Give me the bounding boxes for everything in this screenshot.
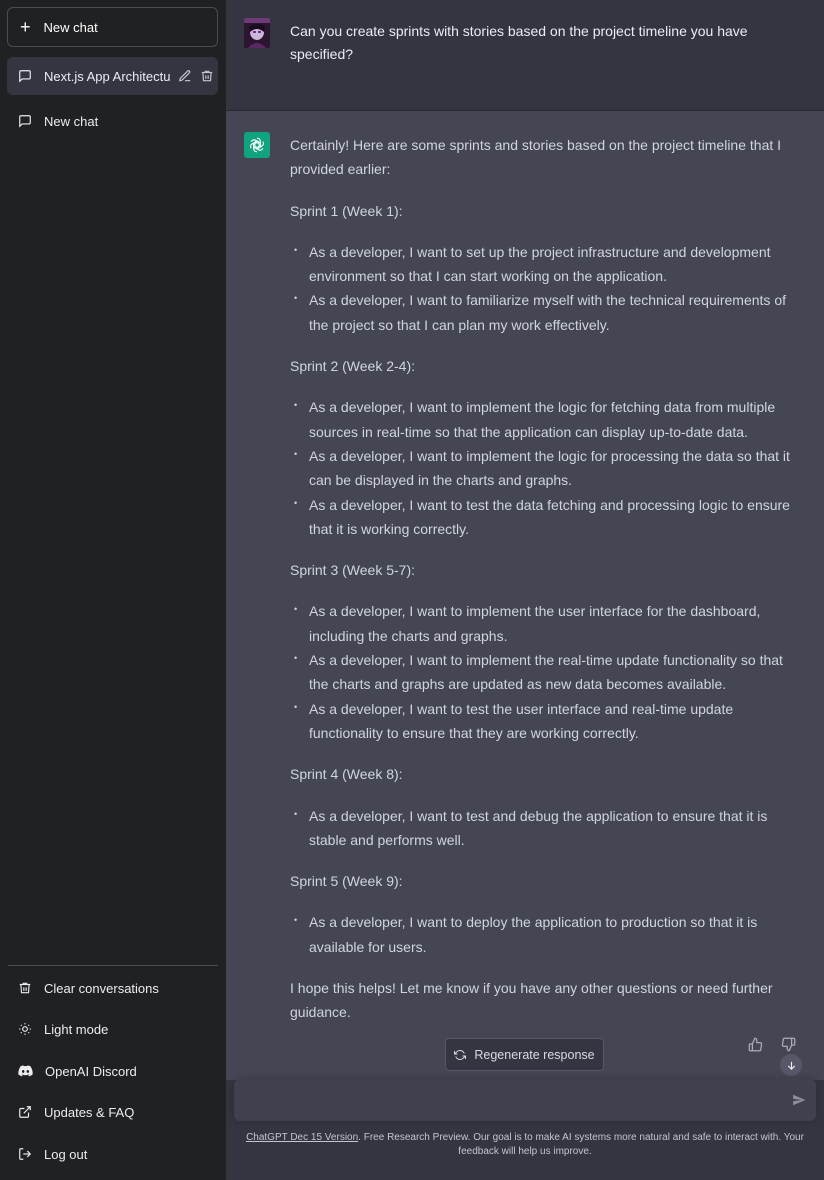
story-list [290, 599, 805, 745]
chat-bubble-icon [18, 114, 32, 128]
story-item: • As a developer, I want to implement the user interface for the dashboard, including the charts and graphs. [290, 599, 805, 648]
logout-icon [18, 1147, 32, 1161]
sidebar-chat-item-active[interactable] [7, 57, 218, 95]
feedback-buttons [748, 1037, 796, 1052]
message-input-container [234, 1079, 816, 1121]
story-list [290, 240, 805, 337]
story-item: • As a developer, I want to test the user interface and real-time update functionality to ensure that they are working correctly. [290, 697, 805, 746]
discord-icon [18, 1065, 33, 1077]
answer-outro: I hope this helps! Let me know if you have any other questions or need further guidance. [290, 980, 773, 1021]
sidebar-chat-item[interactable] [7, 102, 218, 140]
openai-discord-label: OpenAI Discord [45, 1063, 137, 1079]
light-mode-label: Light mode [44, 1021, 109, 1037]
log-out-button[interactable] [7, 1134, 218, 1174]
story-list [290, 395, 805, 541]
footer-disclaimer [226, 1131, 824, 1159]
story-item: • As a developer, I want to implement the logic for fetching data from multiple sources in real-time so that the application can display up-to-date data. [290, 395, 805, 444]
sun-icon [18, 1022, 32, 1036]
send-icon[interactable] [792, 1093, 806, 1107]
thumbs-down-icon[interactable] [781, 1037, 796, 1052]
clear-conversations-button[interactable] [7, 968, 218, 1008]
refresh-icon [454, 1049, 466, 1061]
delete-icon[interactable] [200, 69, 214, 83]
regenerate-response-button[interactable] [445, 1038, 604, 1071]
sprint-title: Sprint 1 (Week 1): [290, 202, 403, 219]
log-out-label: Log out [44, 1146, 88, 1162]
user-message-row [226, 0, 824, 111]
story-list [290, 804, 805, 853]
updates-faq-label: Updates & FAQ [44, 1104, 135, 1120]
sidebar-divider [8, 965, 218, 966]
regenerate-label: Regenerate response [474, 1047, 595, 1062]
openai-discord-link[interactable] [7, 1051, 218, 1091]
thumbs-up-icon[interactable] [748, 1037, 763, 1052]
new-chat-label: New chat [43, 19, 98, 35]
trash-icon [18, 981, 32, 995]
answer-intro: Certainly! Here are some sprints and stories based on the project timeline that I provided earlier: [290, 137, 782, 178]
footer-text: . Free Research Preview. Our goal is to make AI systems more natural and safe to interact with. Your feedback will help us improve. [358, 1132, 804, 1157]
external-link-icon [18, 1105, 32, 1119]
clear-conversations-label: Clear conversations [44, 980, 159, 996]
story-item: • As a developer, I want to implement the logic for processing the data so that it can be displayed in the charts and graphs. [290, 444, 805, 493]
story-item: • As a developer, I want to implement the real-time update functionality so that the charts and graphs are updated as new data becomes available. [290, 648, 805, 697]
chatgpt-logo-icon [244, 132, 270, 158]
new-chat-button[interactable] [7, 7, 218, 47]
version-link[interactable]: ChatGPT Dec 15 Version [246, 1132, 359, 1143]
story-list [290, 910, 805, 959]
sidebar [0, 0, 226, 1180]
edit-icon[interactable] [178, 69, 192, 83]
user-message-text: Can you create sprints with stories based on the project timeline you have specified? [290, 23, 748, 62]
message-input[interactable] [246, 1090, 776, 1112]
story-item: • As a developer, I want to test the data fetching and processing logic to ensure that it is working correctly. [290, 493, 805, 542]
sprint-title: Sprint 5 (Week 9): [290, 873, 403, 890]
arrow-down-icon [786, 1060, 797, 1071]
avatar [244, 18, 270, 48]
sprint-title: Sprint 4 (Week 8): [290, 766, 403, 783]
sidebar-chat-label: Next.js App Architectu [44, 68, 170, 84]
sidebar-chat-label: New chat [44, 113, 99, 129]
story-item: • As a developer, I want to test and debug the application to ensure that it is stable and performs well. [290, 804, 805, 853]
scroll-to-bottom-button[interactable] [780, 1054, 802, 1076]
sprint-title: Sprint 2 (Week 2-4): [290, 358, 416, 375]
story-item: • As a developer, I want to deploy the application to production so that it is available for users. [290, 910, 805, 959]
chat-bubble-icon [18, 69, 32, 83]
assistant-message-text [290, 133, 805, 1042]
plus-icon: + [20, 17, 31, 37]
sprint-title: Sprint 3 (Week 5-7): [290, 562, 416, 579]
assistant-message-row [226, 111, 824, 1080]
story-item: • As a developer, I want to familiarize myself with the technical requirements of the project so that I can plan my work effectively. [290, 288, 805, 337]
story-item: • As a developer, I want to set up the project infrastructure and development environment so that I can start working on the application. [290, 240, 805, 289]
updates-faq-link[interactable] [7, 1092, 218, 1132]
light-mode-button[interactable] [7, 1009, 218, 1049]
